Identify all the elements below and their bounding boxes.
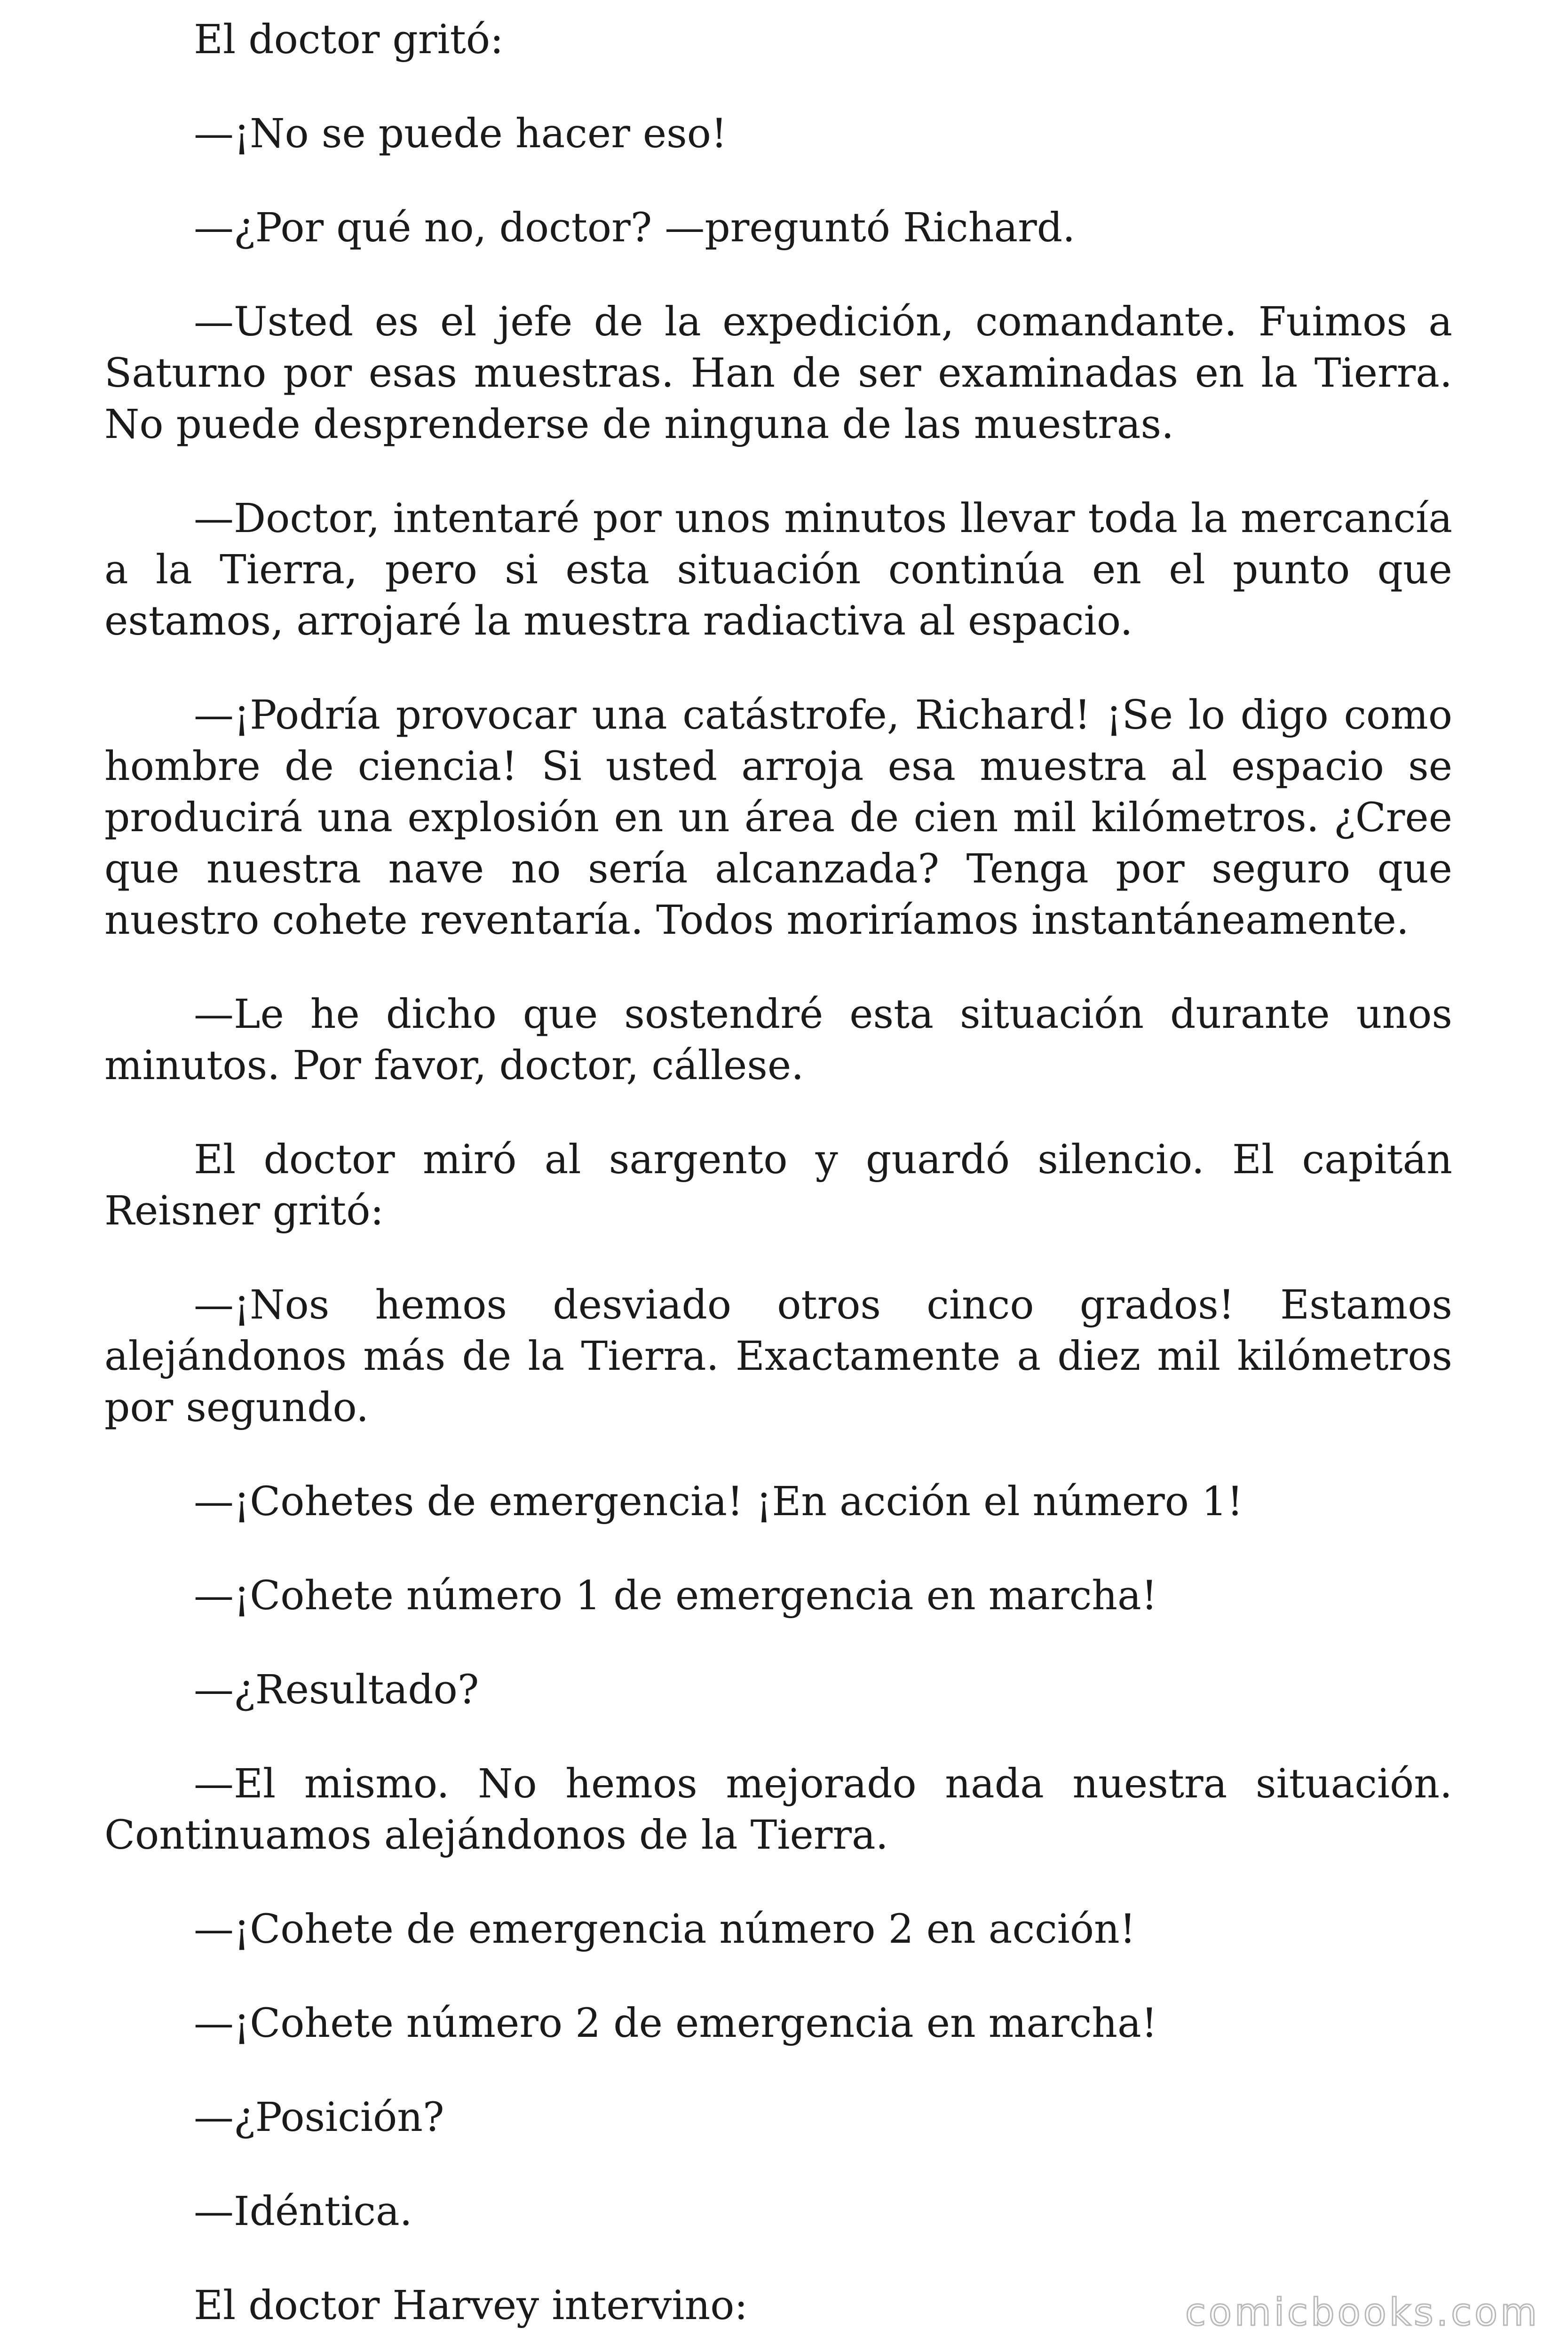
paragraph: —¡Cohete número 1 de emergencia en marcha! — [194, 1573, 1157, 1619]
paragraph: —¡Cohetes de emergencia! ¡En acción el número 1! — [194, 1478, 1243, 1525]
paragraph: —¡Nos hemos desviado otros cinco grados! Estamos alejándonos más de la Tierra. Exactamente a diez mil kilómetros por segundo. — [104, 1282, 1452, 1431]
paragraph: El doctor gritó: — [194, 16, 504, 63]
paragraph: —Usted es el jefe de la expedición, comandante. Fuimos a Saturno por esas muestras. Han de ser examinadas en la Tierra. No puede desprenderse de ninguna de las muestras. — [104, 299, 1452, 448]
paragraph: —Doctor, intentaré por unos minutos llevar toda la mercancía a la Tierra, pero si esta situación continúa en el punto que estamos, arrojaré la muestra radiactiva al espacio. — [104, 495, 1452, 644]
paragraph: —¡Cohete de emergencia número 2 en acción! — [194, 1906, 1136, 1953]
paragraph: —¿Posición? — [194, 2094, 444, 2141]
paragraph: El doctor Harvey intervino: — [194, 2282, 748, 2329]
paragraph: El doctor miró al sargento y guardó silencio. El capitán Reisner gritó: — [104, 1136, 1452, 1234]
paragraph: —Idéntica. — [194, 2188, 412, 2235]
paragraph: —¡No se puede hacer eso! — [194, 111, 728, 157]
paragraph: —¡Cohete número 2 de emergencia en marcha! — [194, 2000, 1157, 2047]
paragraph: —El mismo. No hemos mejorado nada nuestra situación. Continuamos alejándonos de la Tierra. — [104, 1761, 1452, 1859]
watermark: comicbooks.com — [1185, 2290, 1540, 2334]
paragraph: —¡Podría provocar una catástrofe, Richard! ¡Se lo digo como hombre de ciencia! Si usted arroja esa muestra al espacio se producirá una explosión en un área de cien mil kilómetros. ¿Cree que nuestra nave no sería alcanzada? Tenga por seguro que nuestro cohete reventaría. Todos moriríamos instantáneamente. — [104, 692, 1452, 944]
document-page — [104, 14, 1452, 2331]
paragraph: —¿Por qué no, doctor? —preguntó Richard. — [194, 205, 1076, 251]
paragraph: —Le he dicho que sostendré esta situación durante unos minutos. Por favor, doctor, cállese. — [104, 991, 1452, 1089]
paragraph: —¿Resultado? — [194, 1667, 479, 1713]
